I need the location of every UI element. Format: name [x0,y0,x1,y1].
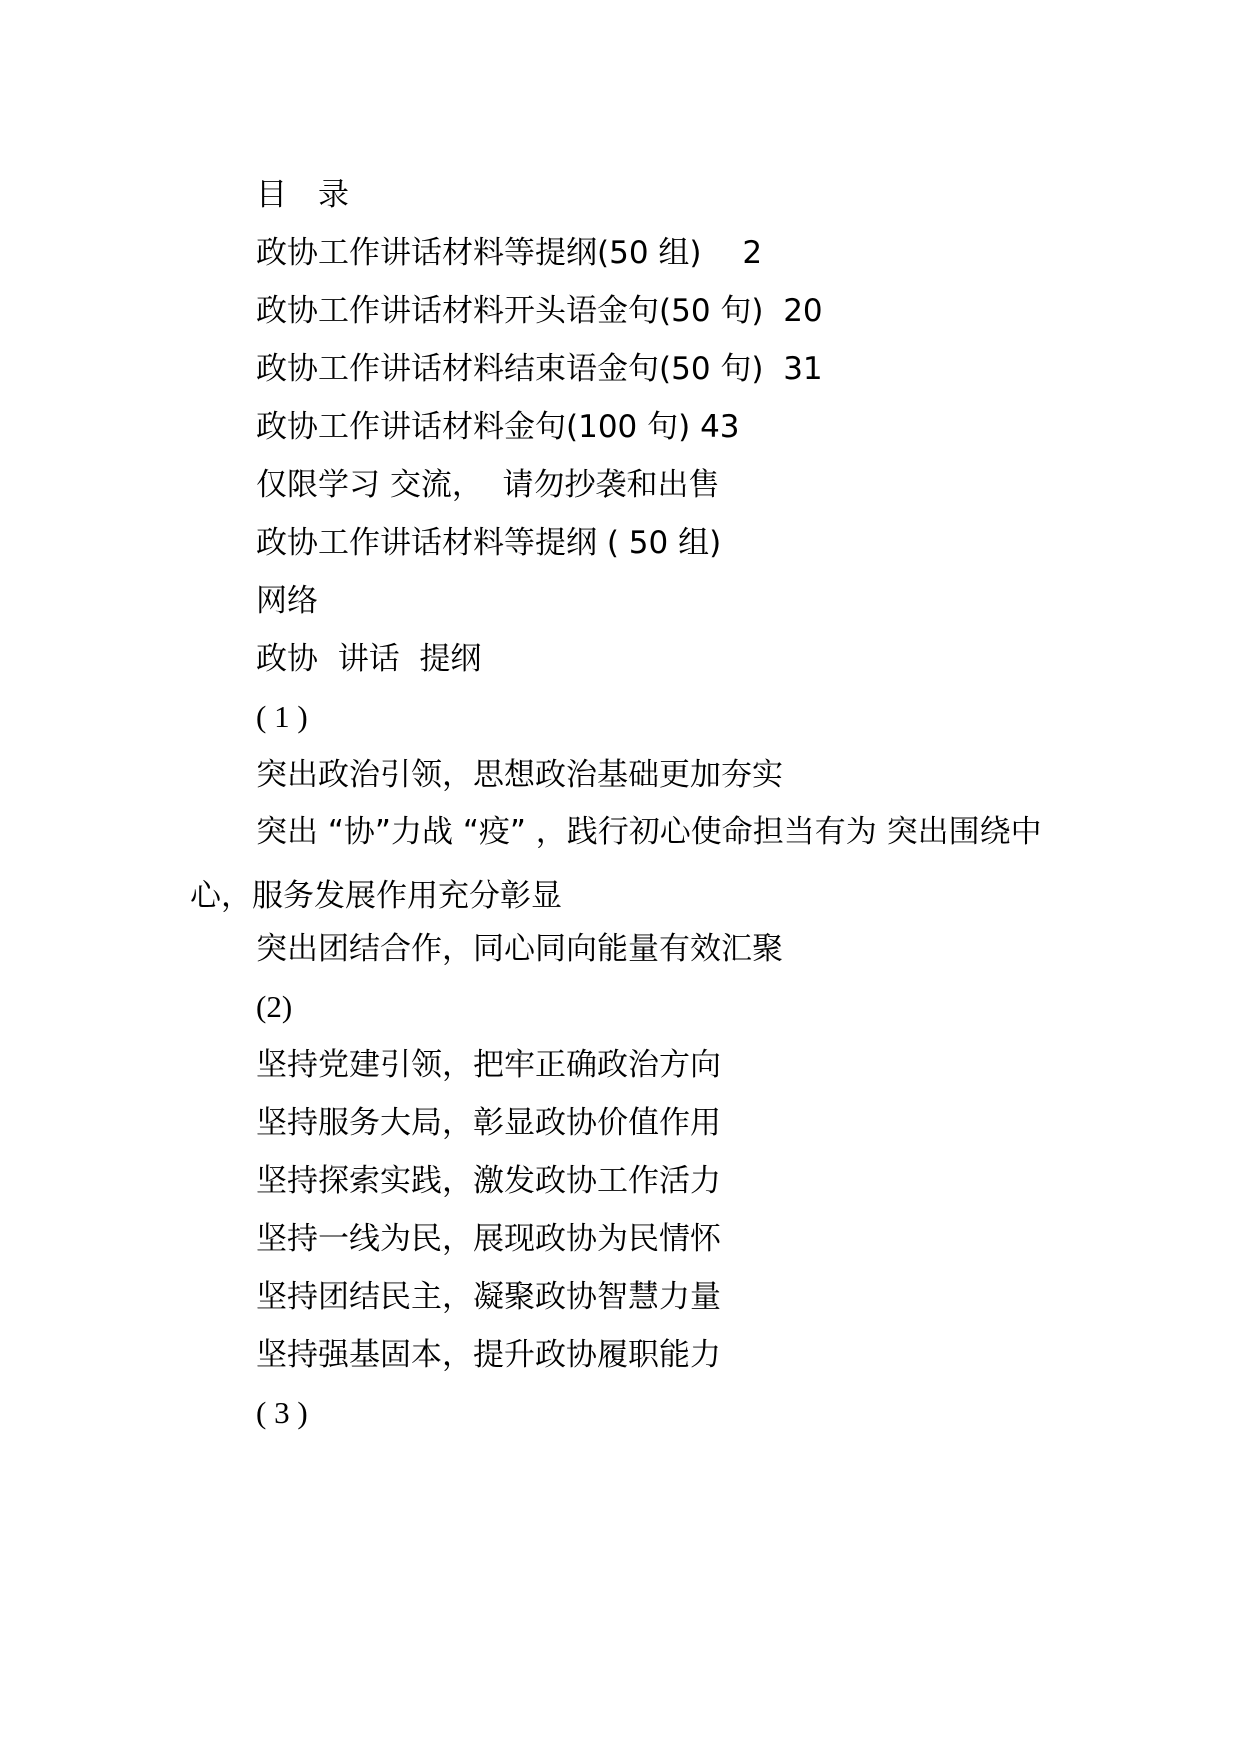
outline-item: 坚持强基固本，提升政协履职能力 [256,1337,721,1373]
outline-item: 突出团结合作，同心同向能量有效汇聚 [256,931,783,967]
outline-item: 坚持团结民主，凝聚政协智慧力量 [256,1279,721,1315]
section-title: 政协工作讲话材料等提纲 ( 50 组) [256,525,722,561]
outline-item: 坚持服务大局，彰显政协价值作用 [256,1105,721,1141]
group-label: ( 1 ) [256,699,308,734]
group-label: (2) [256,989,293,1024]
outline-item: 坚持党建引领，把牢正确政治方向 [256,1047,721,1083]
toc-entry: 政协工作讲话材料开头语金句(50 句) 20 [256,293,823,329]
toc-entry: 政协工作讲话材料金句(100 句) 43 [256,409,740,445]
subject-line: 政协 讲话 提纲 [256,641,482,677]
toc-title: 目 录 [256,177,349,213]
group-label: ( 3 ) [256,1395,308,1430]
usage-notice: 仅限学习 交流， 请勿抄袭和出售 [256,467,720,503]
outline-item: 突出政治引领，思想政治基础更加夯实 [256,757,783,793]
source-line: 网络 [256,583,318,619]
outline-item: 突出 “协”力战 “疫” ，践行初心使命担当有为 突出围绕中心，服务发展作用充分彰显 [190,814,1042,914]
toc-entry: 政协工作讲话材料等提纲(50 组) 2 [256,235,763,271]
outline-item: 坚持探索实践，激发政协工作活力 [256,1163,721,1199]
toc-entry: 政协工作讲话材料结束语金句(50 句) 31 [256,351,823,387]
outline-item: 坚持一线为民，展现政协为民情怀 [256,1221,721,1257]
